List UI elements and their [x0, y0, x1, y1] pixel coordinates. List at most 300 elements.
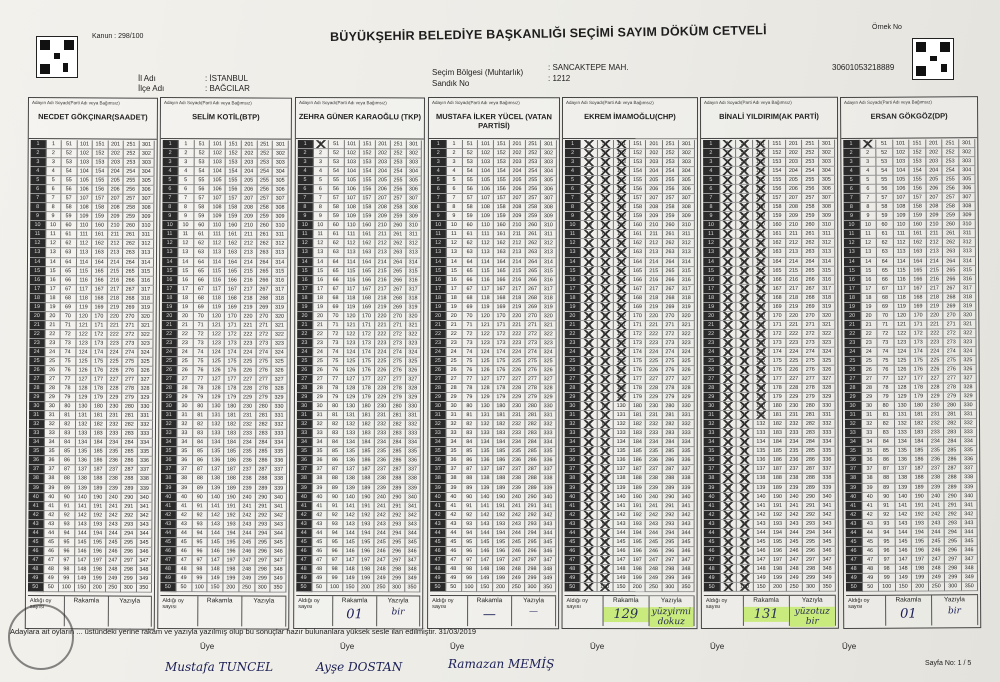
tally-cell: 198: [224, 565, 240, 574]
tally-cell: 171: [359, 321, 375, 330]
tally-cell: 67: [597, 285, 613, 294]
tally-cell: 203: [375, 158, 391, 167]
tally-cell: 110: [344, 222, 360, 231]
tally-cell: 130: [478, 402, 494, 411]
tally-cell: 242: [106, 511, 122, 520]
tally-cell: 300: [255, 583, 271, 592]
tally-cell: 231: [927, 411, 944, 420]
tally-cell: 245: [239, 538, 255, 547]
tally-cell: 191: [911, 501, 928, 510]
tally-cell: 70: [597, 312, 613, 321]
tally-cell: 30: [177, 402, 193, 411]
tally-cell: 324: [541, 348, 557, 357]
tally-cell: 227: [927, 374, 944, 383]
tally-cell: 109: [614, 212, 630, 221]
tally-cell: 340: [819, 492, 836, 501]
yaziyla-cell: [108, 597, 152, 627]
tally-cell: 271: [662, 321, 678, 330]
tally-cell: 31: [446, 411, 462, 420]
tally-cell: 19: [45, 303, 61, 312]
tally-cell: 142: [478, 511, 494, 520]
tally-cell: 139: [753, 483, 770, 492]
tally-cell: 189: [493, 484, 509, 493]
tally-cell: 9: [30, 212, 46, 221]
tally-cell: 144: [613, 529, 629, 538]
tally-cell: 47: [704, 556, 721, 565]
tally-cell: 67: [462, 285, 478, 294]
tally-cell: 135: [478, 447, 494, 456]
tally-cell: 254: [391, 167, 407, 176]
tally-cell: 48: [846, 565, 863, 574]
tally-cell: 3: [298, 158, 314, 167]
tally-cell: 128: [209, 384, 225, 393]
tally-cell: 189: [359, 484, 375, 493]
tally-cell: 153: [630, 158, 646, 167]
tally-cell: 288: [255, 475, 271, 484]
tally-cell: 274: [944, 347, 961, 356]
tally-cell: 289: [803, 483, 820, 492]
tally-cell: 208: [926, 203, 943, 212]
tally-cell: 223: [375, 339, 391, 348]
tally-cell: 323: [406, 339, 422, 348]
tally-cell: 20: [581, 312, 597, 321]
tally-cell: 210: [926, 221, 943, 230]
tally-cell: 135: [895, 447, 912, 456]
tally-cell: 35: [161, 447, 177, 456]
tally-cell: 294: [662, 529, 678, 538]
tally-cell: 114: [209, 258, 225, 267]
tally-cell: 130: [613, 402, 629, 411]
tally-cell: 38: [845, 474, 862, 483]
tally-cell: 308: [273, 204, 289, 213]
tally-cell: 24: [565, 348, 581, 357]
tally-cell: 38: [581, 474, 597, 483]
tally-cell: 244: [646, 529, 662, 538]
tally-cell: 54: [736, 167, 753, 176]
tally-cell: 207: [646, 194, 662, 203]
tally-cell: 194: [630, 529, 646, 538]
tally-cell: 253: [942, 157, 959, 166]
tally-cell: 77: [597, 375, 613, 384]
tally-cell: 338: [541, 475, 557, 484]
tally-cell: 333: [961, 428, 978, 437]
tally-cell: 174: [630, 348, 646, 357]
tally-cell: 242: [646, 511, 662, 520]
tally-cell: 183: [91, 430, 107, 439]
tally-cell: 293: [945, 519, 962, 528]
tally-cell: 124: [753, 348, 770, 357]
tally-cell: 107: [344, 194, 360, 203]
tally-cell: 269: [802, 303, 819, 312]
tally-cell: 21: [446, 321, 462, 330]
tally-cell: 73: [597, 339, 613, 348]
tally-cell: 78: [878, 384, 895, 393]
tally-cell: 305: [541, 176, 557, 185]
tally-cell: 31: [161, 411, 177, 420]
tally-cell: 198: [358, 565, 374, 574]
tally-cell: 24: [431, 348, 447, 357]
tally-cell: 259: [391, 213, 407, 222]
tally-cell: 291: [525, 502, 541, 511]
tally-cell: 9: [162, 212, 178, 221]
tally-cell: 276: [122, 367, 138, 376]
tally-cell: 2: [860, 149, 877, 158]
tally-cell: 343: [540, 520, 556, 529]
tally-cell: 160: [360, 222, 376, 231]
tally-cell: 68: [736, 294, 753, 303]
tally-cell: 32: [446, 420, 462, 429]
tally-cell: 97: [327, 556, 343, 565]
tally-cell: 63: [877, 248, 894, 257]
tally-cell: 143: [613, 520, 629, 529]
tally-cell: 77: [193, 375, 209, 384]
tally-cell: 205: [108, 177, 124, 186]
tally-cell: 44: [704, 529, 721, 538]
tally-cell: 119: [478, 303, 494, 312]
tally-cell: 240: [786, 492, 803, 501]
tally-cell: 218: [375, 294, 391, 303]
tally-cell: 256: [123, 186, 139, 195]
tally-cell: 252: [525, 149, 541, 158]
tally-cell: 246: [928, 546, 945, 555]
tally-cell: 286: [122, 457, 138, 466]
sandik-label: Sandık No: [432, 79, 470, 88]
tally-cell: 175: [630, 357, 646, 366]
tally-cell: 108: [893, 203, 910, 212]
tally-cell: 186: [91, 457, 107, 466]
tally-cell: 342: [137, 511, 153, 520]
tally-cell: 344: [540, 529, 556, 538]
tally-cell: 26: [177, 366, 193, 375]
tally-cell: 348: [540, 565, 556, 574]
tally-cell: 96: [192, 547, 208, 556]
tally-cell: 267: [390, 285, 406, 294]
tally-cell: 47: [581, 556, 597, 565]
tally-cell: 137: [478, 466, 494, 475]
tally-cell: 101: [210, 140, 226, 149]
yaziyla-label: Yazıyla: [253, 597, 275, 605]
tally-cell: 161: [910, 230, 927, 239]
tally-cell: 313: [679, 249, 695, 258]
tally-cell: 183: [224, 430, 240, 439]
tally-cell: 253: [257, 159, 273, 168]
tally-cell: 203: [786, 158, 803, 167]
tally-cell: 81: [462, 411, 478, 420]
tally-cell: 236: [646, 456, 662, 465]
tally-cell: 298: [525, 565, 541, 574]
tally-cell: 123: [614, 339, 630, 348]
tally-cell: 7: [860, 194, 877, 203]
tally-cell: 206: [926, 185, 943, 194]
tally-cell: 95: [879, 537, 896, 546]
tally-cell: 22: [177, 330, 193, 339]
tally-cell: 212: [241, 240, 257, 249]
tally-cell: 140: [613, 493, 629, 502]
tally-cell: 147: [208, 556, 224, 565]
tally-cell: 232: [240, 421, 256, 430]
tally-cell: 3: [860, 158, 877, 167]
tally-cell: 257: [257, 195, 273, 204]
tally-cell: 31: [312, 411, 328, 420]
tally-cell: 118: [209, 294, 225, 303]
tally-cell: 104: [753, 167, 770, 176]
tally-cell: 287: [525, 466, 541, 475]
tally-cell: 41: [44, 502, 60, 511]
tally-cell: 287: [122, 466, 138, 475]
tally-cell: 39: [177, 484, 193, 493]
tally-cell: 10: [162, 221, 178, 230]
tally-cell: 145: [613, 538, 629, 547]
tally-cell: 331: [272, 412, 288, 421]
tally-cell: 307: [273, 195, 289, 204]
qr-code-right: [912, 38, 954, 80]
tally-cell: 261: [123, 231, 139, 240]
tally-cell: 123: [344, 339, 360, 348]
tally-cell: 10: [431, 221, 447, 230]
tally-cell: 324: [679, 348, 695, 357]
tally-cell: 263: [390, 249, 406, 258]
tally-cell: 121: [478, 321, 494, 330]
tally-cell: 162: [769, 239, 786, 248]
tally-cell: 166: [630, 276, 646, 285]
tally-cell: 50: [312, 583, 328, 592]
tally-cell: 180: [493, 402, 509, 411]
tally-cell: 291: [944, 501, 961, 510]
tally-cell: 67: [193, 285, 209, 294]
tally-cell: 315: [406, 267, 422, 276]
tally-cell: 46: [430, 547, 446, 556]
tally-cell: 81: [328, 411, 344, 420]
tally-cell: 182: [630, 420, 646, 429]
tally-cell: 117: [76, 285, 92, 294]
tally-cell: 127: [753, 375, 770, 384]
tally-cell: 276: [256, 366, 272, 375]
tally-cell: 245: [646, 538, 662, 547]
tally-cell: 220: [241, 312, 257, 321]
tally-cell: 260: [257, 222, 273, 231]
tally-cell: 9: [703, 212, 720, 221]
tally-cell: 258: [257, 204, 273, 213]
tally-cell: 326: [406, 366, 422, 375]
tally-cell: 201: [375, 140, 391, 149]
tally-cell: 52: [194, 149, 210, 158]
tally-cell: 29: [845, 393, 862, 402]
tally-cell: 160: [92, 222, 108, 231]
tally-cell: 15: [162, 267, 178, 276]
tally-cell: 317: [819, 284, 836, 293]
tally-cell: 235: [928, 447, 945, 456]
tally-cell: 166: [359, 276, 375, 285]
tally-cell: 152: [769, 149, 786, 158]
tally-cell: 225: [509, 357, 525, 366]
tally-cell: 105: [614, 176, 630, 185]
tally-cell: 52: [462, 149, 478, 158]
tally-cell: 80: [60, 402, 76, 411]
tally-cell: 78: [193, 384, 209, 393]
tally-cell: 271: [943, 320, 960, 329]
tally-cell: 24: [29, 348, 45, 357]
tally-cell: 156: [910, 185, 927, 194]
tally-cell: 292: [803, 510, 820, 519]
tally-cell: 85: [878, 447, 895, 456]
tally-cell: 339: [405, 484, 421, 493]
tally-cell: 167: [630, 285, 646, 294]
tally-cell: 227: [374, 375, 390, 384]
tally-cell: 156: [769, 185, 786, 194]
tally-cell: 241: [106, 502, 122, 511]
tally-cell: 59: [597, 212, 613, 221]
tally-cell: 28: [720, 384, 737, 393]
tally-cell: 306: [959, 184, 976, 193]
tally-cell: 30: [297, 402, 313, 411]
tally-cell: 18: [431, 294, 447, 303]
tally-cell: 35: [29, 447, 45, 456]
tally-cell: 105: [344, 176, 360, 185]
tally-cell: 165: [225, 267, 241, 276]
tally-cell: 66: [877, 275, 894, 284]
tally-cell: 78: [597, 384, 613, 393]
tally-cell: 237: [240, 466, 256, 475]
tally-cell: 84: [737, 438, 754, 447]
tally-cell: 100: [327, 583, 343, 592]
tally-cell: 211: [786, 230, 803, 239]
tally-cell: 273: [662, 339, 678, 348]
rakamla-label: Rakamla: [341, 597, 368, 605]
tally-cell: 21: [297, 321, 313, 330]
tally-cell: 319: [960, 302, 977, 311]
tally-cell: 49: [565, 574, 581, 583]
tally-cell: 62: [877, 239, 894, 248]
tally-cell: 11: [162, 230, 178, 239]
tally-cell: 39: [161, 484, 177, 493]
tally-cell: 335: [137, 448, 153, 457]
tally-cell: 119: [894, 302, 911, 311]
tally-cell: 318: [819, 293, 836, 302]
tally-cell: 260: [943, 221, 960, 230]
tally-cell: 139: [343, 484, 359, 493]
tally-cell: 186: [770, 456, 787, 465]
tally-cell: 131: [76, 411, 92, 420]
tally-cell: 8: [30, 203, 46, 212]
tally-cell: 69: [736, 303, 753, 312]
tally-cell: 75: [736, 357, 753, 366]
tally-cell: 8: [313, 203, 329, 212]
tally-cell: 133: [75, 430, 91, 439]
tally-cell: 22: [720, 330, 737, 339]
tally-cell: 112: [344, 240, 360, 249]
tally-cell: 349: [678, 574, 694, 583]
rakamla-label: Rakamla: [612, 597, 639, 605]
tally-cell: 8: [703, 203, 720, 212]
tally-cell: 103: [210, 158, 226, 167]
tally-cell: 167: [910, 284, 927, 293]
tally-cell: 200: [90, 583, 106, 592]
tally-cell: 132: [894, 420, 911, 429]
tally-cell: 174: [359, 348, 375, 357]
tally-cell: 346: [819, 547, 836, 556]
tally-cell: 26: [313, 366, 329, 375]
tally-cell: 288: [944, 474, 961, 483]
tally-cell: 276: [802, 366, 819, 375]
tally-cell: 158: [92, 204, 108, 213]
tally-cell: 138: [478, 475, 494, 484]
tally-cell: 43: [161, 520, 177, 529]
tally-cell: 19: [431, 303, 447, 312]
tally-cell: 29: [430, 393, 446, 402]
tally-cell: 301: [959, 139, 976, 148]
tally-cell: 131: [613, 411, 629, 420]
tally-cell: 186: [359, 457, 375, 466]
tally-cell: 71: [736, 321, 753, 330]
tally-cell: 219: [107, 303, 123, 312]
tally-cell: 28: [565, 384, 581, 393]
tally-cell: 282: [803, 420, 820, 429]
tally-cell: 27: [430, 375, 446, 384]
tally-cell: 115: [614, 267, 630, 276]
tally-cell: 210: [108, 222, 124, 231]
tally-cell: 337: [271, 466, 287, 475]
tally-cell: 344: [678, 529, 694, 538]
tally-cell: 167: [769, 284, 786, 293]
tally-cell: 233: [786, 429, 803, 438]
tally-cell: 84: [60, 439, 76, 448]
tally-cell: 257: [123, 195, 139, 204]
tally-cell: 38: [862, 474, 879, 483]
tally-cell: 2: [703, 149, 720, 158]
tally-cell: 19: [720, 303, 737, 312]
tally-cell: 265: [257, 267, 273, 276]
tally-cell: 146: [208, 547, 224, 556]
rakamla-cell: [743, 596, 789, 626]
result-statement: Adaylara ait oyların ... üstündeki yerine rakam ve yazıyla yazılmış olup bu sonuçlar hazır bulunanlara yüksek sesle ilan edilmiştir. 31/03/2019: [10, 627, 477, 636]
tally-cell: 295: [662, 538, 678, 547]
tally-cell: 272: [525, 330, 541, 339]
tally-cell: 340: [405, 493, 421, 502]
tally-cell: 280: [944, 401, 961, 410]
tally-cell: 27: [703, 375, 720, 384]
tally-cell: 223: [646, 339, 662, 348]
page-number: Sayfa No: 1 / 5: [925, 660, 972, 667]
tally-cell: 4: [720, 167, 737, 176]
tally-cell: 167: [494, 285, 510, 294]
tally-cell: 184: [224, 439, 240, 448]
tally-cell: 267: [525, 285, 541, 294]
tally-cell: 152: [909, 149, 926, 158]
tally-cell: 328: [405, 384, 421, 393]
tally-cell: 71: [462, 321, 478, 330]
tally-cell: 150: [477, 583, 493, 592]
tally-cell: 39: [446, 484, 462, 493]
tally-cell: 146: [343, 547, 359, 556]
tally-cell: 169: [92, 303, 108, 312]
tally-cell: 126: [894, 366, 911, 375]
tally-cell: 73: [60, 339, 76, 348]
tally-cell: 42: [177, 511, 193, 520]
tally-cell: 8: [860, 203, 877, 212]
tally-cell: 91: [737, 502, 754, 511]
tally-cell: 198: [493, 565, 509, 574]
tally-cell: 188: [91, 475, 107, 484]
tally-cell: 174: [911, 347, 928, 356]
tally-cell: 207: [510, 194, 526, 203]
tally-cell: 36: [845, 456, 862, 465]
tally-cell: 26: [845, 366, 862, 375]
tally-cell: 1: [313, 140, 329, 149]
tally-cell: 326: [138, 367, 154, 376]
tally-cell: 247: [239, 556, 255, 565]
tally-cell: 8: [565, 203, 581, 212]
tally-cell: 159: [769, 212, 786, 221]
